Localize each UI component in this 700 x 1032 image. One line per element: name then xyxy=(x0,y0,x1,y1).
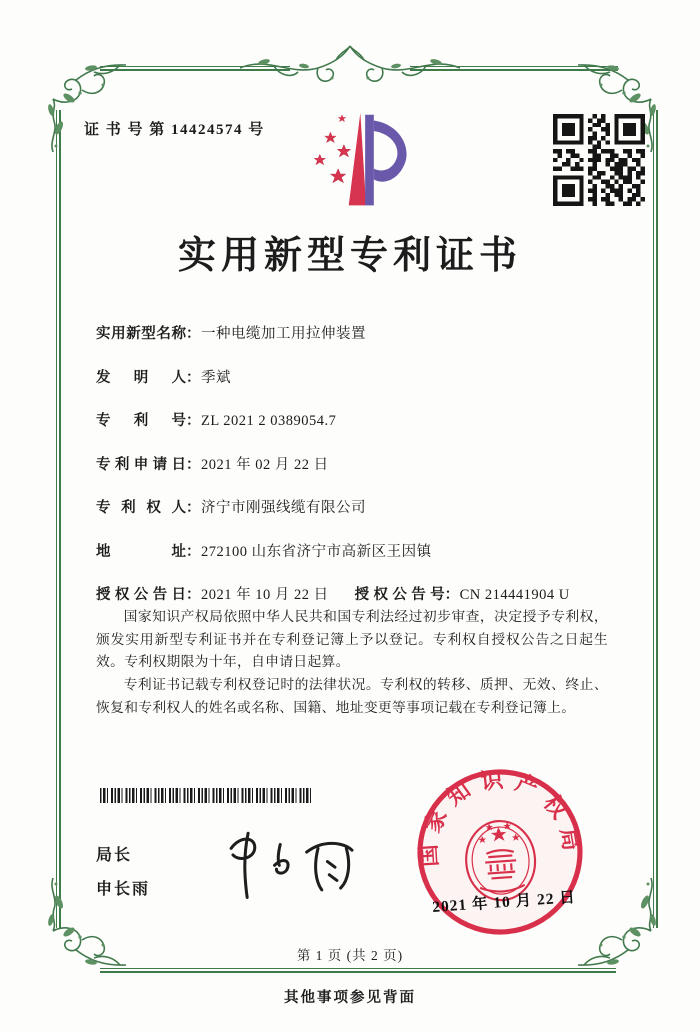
field-row-patent-no xyxy=(96,409,636,430)
colon: ： xyxy=(186,500,201,516)
field-label: 授权公告号 xyxy=(354,587,445,603)
field-value: 季斌 xyxy=(201,369,231,386)
field-value: 2021 年 10 月 22 日 xyxy=(201,587,329,603)
field-row-filing-date xyxy=(96,453,636,474)
field-label: 专利申请日 xyxy=(96,456,186,473)
cnipa-patent-logo-icon xyxy=(288,108,423,216)
colon: ： xyxy=(186,326,201,342)
logo-red-spike xyxy=(349,113,366,206)
field-label: 实用新型名称 xyxy=(96,326,186,342)
top-center-flourish-icon xyxy=(240,38,460,98)
colon: ： xyxy=(186,413,201,429)
colon: ： xyxy=(186,456,201,473)
field-value: 2021 年 02 月 22 日 xyxy=(201,456,329,473)
field-label: 专利号 xyxy=(96,413,186,429)
field-value: 济宁市刚强线缆有限公司 xyxy=(201,500,366,516)
colon: ： xyxy=(444,587,460,603)
barcode-icon xyxy=(100,788,314,803)
legal-paragraph-1: 国家知识产权局依照中华人民共和国专利法经过初步审查，决定授予专利权，颁发实用新型专利证书并在专利登记簿上予以登记。专利权自授权公告之日起生效。专利权期限为十年，自申请日起算。 xyxy=(96,609,608,670)
field-value: 一种电缆加工用拉伸装置 xyxy=(201,326,366,342)
legal-text xyxy=(96,606,608,719)
certificate-title: 实用新型专利证书 xyxy=(177,235,522,277)
field-row-address xyxy=(96,540,636,561)
certificate-number: 证 书 号 第 14424574 号 xyxy=(84,122,265,138)
field-list xyxy=(96,322,636,627)
field-label: 地址 xyxy=(96,543,186,560)
page-number: 第 1 页 (共 2 页) xyxy=(296,948,404,963)
footer-note: 其他事项参见背面 xyxy=(284,990,416,1006)
handwritten-signature-icon xyxy=(205,820,380,905)
field-value: 272100 山东省济宁市高新区王因镇 xyxy=(201,543,432,560)
official-title: 局长 xyxy=(96,847,133,864)
seal-date: 2021 年 10 月 22 日 xyxy=(431,888,577,916)
logo-purple-p xyxy=(365,115,406,206)
colon: ： xyxy=(186,543,201,560)
field-value: CN 214441904 U xyxy=(459,587,570,603)
qr-code-icon xyxy=(553,114,645,206)
legal-paragraph-2: 专利证书记载专利权登记时的法律状况。专利权的转移、质押、无效、终止、恢复和专利权人的姓名或名称、国籍、地址变更等事项记载在专利登记簿上。 xyxy=(96,676,608,715)
field-row-name xyxy=(96,322,636,343)
field-row-grant xyxy=(96,583,636,604)
field-label: 专利权人 xyxy=(96,500,186,516)
colon: ： xyxy=(186,369,201,386)
field-row-patentee xyxy=(96,496,636,517)
field-value: ZL 2021 2 0389054.7 xyxy=(201,413,337,429)
field-label: 发明人 xyxy=(96,369,186,386)
field-row-inventor xyxy=(96,366,636,387)
seal-arc-text: 国家知识产权局 xyxy=(415,766,585,868)
frame-bottom-segment xyxy=(100,968,616,973)
field-label: 授权公告日 xyxy=(96,587,186,603)
official-name: 申长雨 xyxy=(96,881,151,898)
colon: ： xyxy=(186,587,201,603)
